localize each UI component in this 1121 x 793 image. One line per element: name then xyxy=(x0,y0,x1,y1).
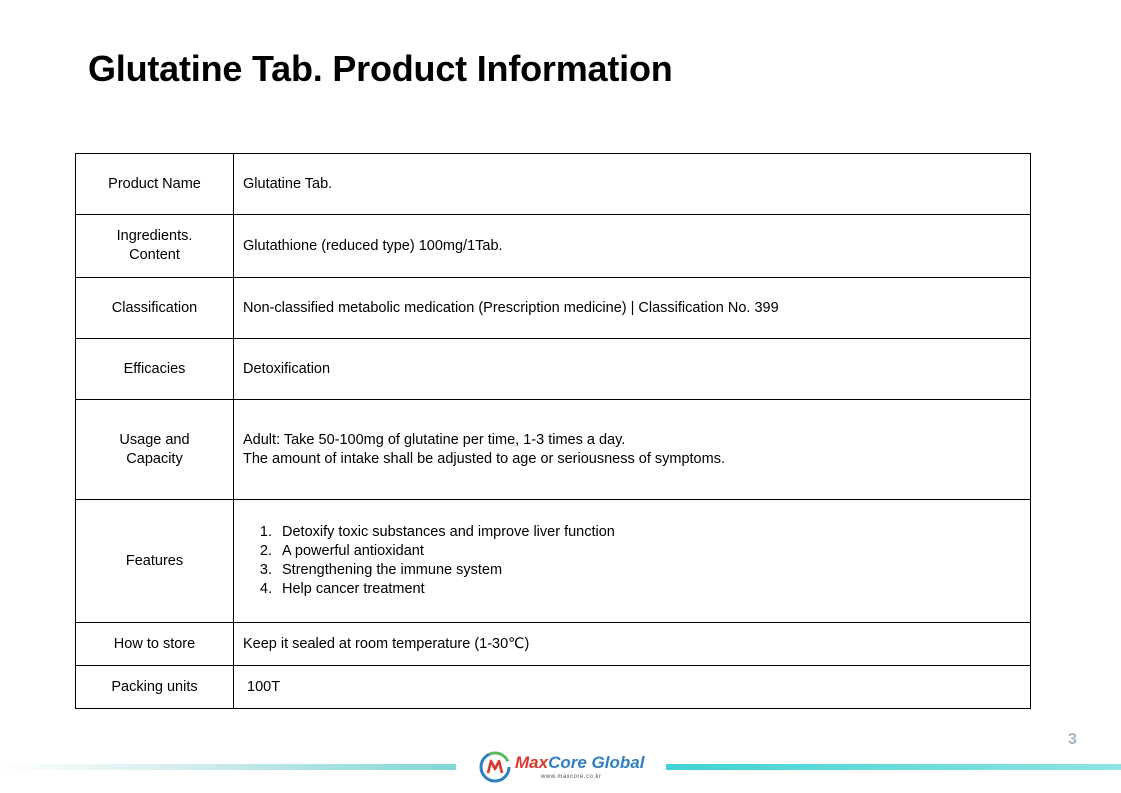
row-label: Efficacies xyxy=(76,339,234,400)
logo-wordmark-part1: Max xyxy=(515,753,549,772)
table-row-efficacies xyxy=(76,339,1031,400)
label-line: Capacity xyxy=(126,450,183,467)
product-info-table xyxy=(75,153,1031,709)
label-line: Usage and xyxy=(119,431,190,448)
company-logo xyxy=(479,751,649,785)
footer-bar-left xyxy=(0,764,456,770)
table-row-classification xyxy=(76,278,1031,339)
maxcore-logo-icon xyxy=(479,751,511,783)
table-row-packing xyxy=(76,666,1031,709)
logo-wordmark xyxy=(515,753,644,773)
page-title: Glutatine Tab. Product Information xyxy=(88,48,673,89)
list-item: 4. Help cancer treatment xyxy=(276,580,1030,599)
row-label xyxy=(76,215,234,278)
row-label: Features xyxy=(76,500,234,623)
logo-wordmark-part2: Core Global xyxy=(548,753,645,772)
list-item: 2. A powerful antioxidant xyxy=(276,542,1030,561)
label-line: Content xyxy=(129,247,180,263)
row-value: Keep it sealed at room temperature (1-30℃) xyxy=(234,623,1031,666)
footer-bar-right xyxy=(666,764,1121,770)
table-row-ingredients xyxy=(76,215,1031,278)
row-label: Packing units xyxy=(76,666,234,709)
list-item: 3. Strengthening the immune system xyxy=(276,561,1030,580)
features-list xyxy=(243,523,1030,599)
label-line: Ingredients. xyxy=(116,228,193,244)
row-label: How to store xyxy=(76,623,234,666)
row-value: Glutathione (reduced type) 100mg/1Tab. xyxy=(234,215,1031,278)
row-value: Glutatine Tab. xyxy=(234,154,1031,215)
row-label: Classification xyxy=(76,278,234,339)
usage-line: The amount of intake shall be adjusted to age or seriousness of symptoms. xyxy=(243,450,725,467)
row-value: Detoxification xyxy=(234,339,1031,400)
table-row-storage xyxy=(76,623,1031,666)
row-value xyxy=(234,400,1031,500)
page-number: 3 xyxy=(1068,731,1077,748)
row-value: Non-classified metabolic medication (Prescription medicine) | Classification No. 399 xyxy=(234,278,1031,339)
row-label xyxy=(76,400,234,500)
row-value xyxy=(234,500,1031,623)
row-value: 100T xyxy=(234,666,1031,709)
table-row-features xyxy=(76,500,1031,623)
list-item: 1. Detoxify toxic substances and improve liver function xyxy=(276,523,1030,542)
logo-url: www.maxcore.co.kr xyxy=(541,774,602,780)
row-label: Product Name xyxy=(76,154,234,215)
table-row-usage xyxy=(76,400,1031,500)
table-row-product-name xyxy=(76,154,1031,215)
usage-line: Adult: Take 50-100mg of glutatine per time, 1-3 times a day. xyxy=(243,431,626,448)
